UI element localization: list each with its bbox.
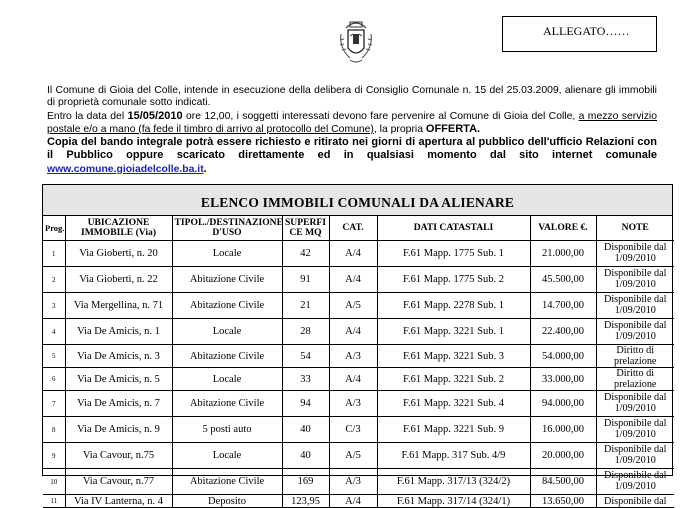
cell-tipologia: Abitazione Civile	[172, 293, 282, 319]
town-crest-icon	[336, 14, 376, 66]
table-title: ELENCO IMMOBILI COMUNALI DA ALIENARE	[43, 185, 672, 216]
cell-valore: 13.650,00	[530, 495, 596, 508]
cell-tipologia: Abitazione Civile	[172, 391, 282, 417]
cell-prog: 8	[43, 417, 65, 443]
properties-table	[43, 216, 674, 508]
intro-p3-end: .	[203, 162, 207, 175]
cell-valore: 84.500,00	[530, 469, 596, 495]
cell-valore: 16.000,00	[530, 417, 596, 443]
properties-table-box	[42, 184, 673, 507]
cell-prog: 11	[43, 495, 65, 508]
cell-prog: 1	[43, 241, 65, 267]
cell-dati-catastali: F.61 Mapp. 2278 Sub. 1	[377, 293, 530, 319]
table-row	[43, 319, 674, 345]
cell-cat: C/3	[329, 417, 377, 443]
cell-prog: 6	[43, 368, 65, 391]
cell-cat: A/4	[329, 241, 377, 267]
cell-prog: 9	[43, 443, 65, 469]
header-prog: Prog.	[43, 216, 65, 241]
cell-dati-catastali: F.61 Mapp. 317/14 (324/1)	[377, 495, 530, 508]
table-row	[43, 345, 674, 368]
cell-prog: 4	[43, 319, 65, 345]
cell-cat: A/3	[329, 391, 377, 417]
cell-ubicazione: Via Mergellina, n. 71	[65, 293, 172, 319]
header-cat: CAT.	[329, 216, 377, 241]
cell-valore: 21.000,00	[530, 241, 596, 267]
cell-superficie: 28	[282, 319, 329, 345]
cell-prog: 10	[43, 469, 65, 495]
cell-valore: 33.000,00	[530, 368, 596, 391]
cell-ubicazione: Via Cavour, n.75	[65, 443, 172, 469]
cell-cat: A/5	[329, 443, 377, 469]
cell-prog: 7	[43, 391, 65, 417]
cell-tipologia: Deposito	[172, 495, 282, 508]
cell-dati-catastali: F.61 Mapp. 317 Sub. 4/9	[377, 443, 530, 469]
cell-note: Disponibile dal 1/09/2010	[596, 469, 674, 495]
intro-p2-text-3: , la propria	[373, 123, 426, 135]
deadline-date: 15/05/2010	[127, 109, 183, 122]
table-row	[43, 368, 674, 391]
cell-note: Diritto di prelazione	[596, 368, 674, 391]
offerta-label: OFFERTA.	[425, 122, 481, 135]
cell-superficie: 42	[282, 241, 329, 267]
cell-note: Diritto di prelazione	[596, 345, 674, 368]
table-row	[43, 469, 674, 495]
cell-note: Disponibile dal 1/09/2010	[596, 241, 674, 267]
cell-cat: A/4	[329, 495, 377, 508]
cell-superficie: 94	[282, 391, 329, 417]
cell-cat: A/3	[329, 469, 377, 495]
header-tipologia: TIPOL./DESTINAZIONE D'USO	[172, 216, 282, 241]
cell-superficie: 91	[282, 267, 329, 293]
cell-cat: A/4	[329, 267, 377, 293]
cell-tipologia: Locale	[172, 319, 282, 345]
intro-paragraph-1: Il Comune di Gioia del Colle, intende in esecuzione della delibera di Consiglio Comunale n. 15 del 25.03.2009, alienare gli immobili di proprietà comunale sotto indicati.	[47, 85, 657, 109]
allegato-label: ALLEGATO……	[543, 24, 630, 38]
cell-superficie: 40	[282, 417, 329, 443]
cell-valore: 14.700,00	[530, 293, 596, 319]
delivery-method: a mezzo servizio postale e/o a mano (fa fede il timbro di arrivo al protocollo del Comune)	[47, 110, 657, 135]
intro-p2-text-2: ore 12,00, i soggetti interessati devono fare pervenire al Comune di Gioia del Colle,	[182, 110, 579, 122]
website-link[interactable]: www.comune.gioiadelcolle.ba.it	[47, 163, 204, 175]
cell-ubicazione: Via De Amicis, n. 9	[65, 417, 172, 443]
intro-text	[47, 85, 657, 176]
intro-paragraph-3	[47, 136, 657, 176]
intro-paragraph-2	[47, 110, 657, 137]
cell-dati-catastali: F.61 Mapp. 3221 Sub. 1	[377, 319, 530, 345]
cell-superficie: 21	[282, 293, 329, 319]
header-valore: VALORE €.	[530, 216, 596, 241]
cell-note: Disponibile dal 1/09/2010	[596, 417, 674, 443]
header-dati-catastali: DATI CATASTALI	[377, 216, 530, 241]
cell-prog: 5	[43, 345, 65, 368]
cell-cat: A/5	[329, 293, 377, 319]
cell-valore: 20.000,00	[530, 443, 596, 469]
allegato-box	[502, 16, 657, 52]
cell-dati-catastali: F.61 Mapp. 3221 Sub. 3	[377, 345, 530, 368]
cell-ubicazione: Via IV Lanterna, n. 4	[65, 495, 172, 508]
cell-note: Disponibile dal	[596, 495, 674, 508]
cell-ubicazione: Via Cavour, n.77	[65, 469, 172, 495]
cell-superficie: 169	[282, 469, 329, 495]
cell-tipologia: Abitazione Civile	[172, 267, 282, 293]
cell-tipologia: Locale	[172, 241, 282, 267]
cell-ubicazione: Via De Amicis, n. 5	[65, 368, 172, 391]
table-header-row	[43, 216, 674, 241]
cell-valore: 94.000,00	[530, 391, 596, 417]
cell-tipologia: Abitazione Civile	[172, 345, 282, 368]
cell-note: Disponibile dal 1/09/2010	[596, 443, 674, 469]
cell-cat: A/3	[329, 345, 377, 368]
cell-cat: A/4	[329, 368, 377, 391]
cell-ubicazione: Via De Amicis, n. 7	[65, 391, 172, 417]
cell-tipologia: Locale	[172, 443, 282, 469]
cell-cat: A/4	[329, 319, 377, 345]
cell-ubicazione: Via Gioberti, n. 20	[65, 241, 172, 267]
cell-dati-catastali: F.61 Mapp. 317/13 (324/2)	[377, 469, 530, 495]
cell-ubicazione: Via De Amicis, n. 1	[65, 319, 172, 345]
cell-superficie: 123,95	[282, 495, 329, 508]
header-ubicazione: UBICAZIONE IMMOBILE (Via)	[65, 216, 172, 241]
table-row	[43, 417, 674, 443]
cell-note: Disponibile dal 1/09/2010	[596, 293, 674, 319]
cell-dati-catastali: F.61 Mapp. 1775 Sub. 1	[377, 241, 530, 267]
table-row	[43, 293, 674, 319]
cell-ubicazione: Via Gioberti, n. 22	[65, 267, 172, 293]
cell-dati-catastali: F.61 Mapp. 3221 Sub. 4	[377, 391, 530, 417]
table-row	[43, 495, 674, 508]
cell-tipologia: 5 posti auto	[172, 417, 282, 443]
cell-note: Disponibile dal 1/09/2010	[596, 267, 674, 293]
cell-superficie: 40	[282, 443, 329, 469]
cell-note: Disponibile dal 1/09/2010	[596, 391, 674, 417]
cell-tipologia: Abitazione Civile	[172, 469, 282, 495]
intro-p2-text: Entro la data del	[47, 110, 128, 122]
cell-valore: 22.400,00	[530, 319, 596, 345]
table-body	[43, 241, 674, 508]
cell-note: Disponibile dal 1/09/2010	[596, 319, 674, 345]
cell-superficie: 54	[282, 345, 329, 368]
cell-prog: 3	[43, 293, 65, 319]
cell-ubicazione: Via De Amicis, n. 3	[65, 345, 172, 368]
cell-dati-catastali: F.61 Mapp. 1775 Sub. 2	[377, 267, 530, 293]
cell-dati-catastali: F.61 Mapp. 3221 Sub. 2	[377, 368, 530, 391]
header-superficie: SUPERFI CE MQ	[282, 216, 329, 241]
cell-prog: 2	[43, 267, 65, 293]
cell-tipologia: Locale	[172, 368, 282, 391]
cell-superficie: 33	[282, 368, 329, 391]
cell-dati-catastali: F.61 Mapp. 3221 Sub. 9	[377, 417, 530, 443]
cell-valore: 54.000,00	[530, 345, 596, 368]
table-row	[43, 241, 674, 267]
table-row	[43, 391, 674, 417]
table-row	[43, 443, 674, 469]
cell-valore: 45.500,00	[530, 267, 596, 293]
intro-p3-text: Copia del bando integrale potrà essere richiesto e ritirato nei giorni di apertura al pubblico dell'ufficio Relazioni con il Pubblico oppure scaricato direttamente ed in qualsiasi momento dal sito internet comunale	[47, 136, 657, 162]
header-note: NOTE	[596, 216, 674, 241]
table-row	[43, 267, 674, 293]
